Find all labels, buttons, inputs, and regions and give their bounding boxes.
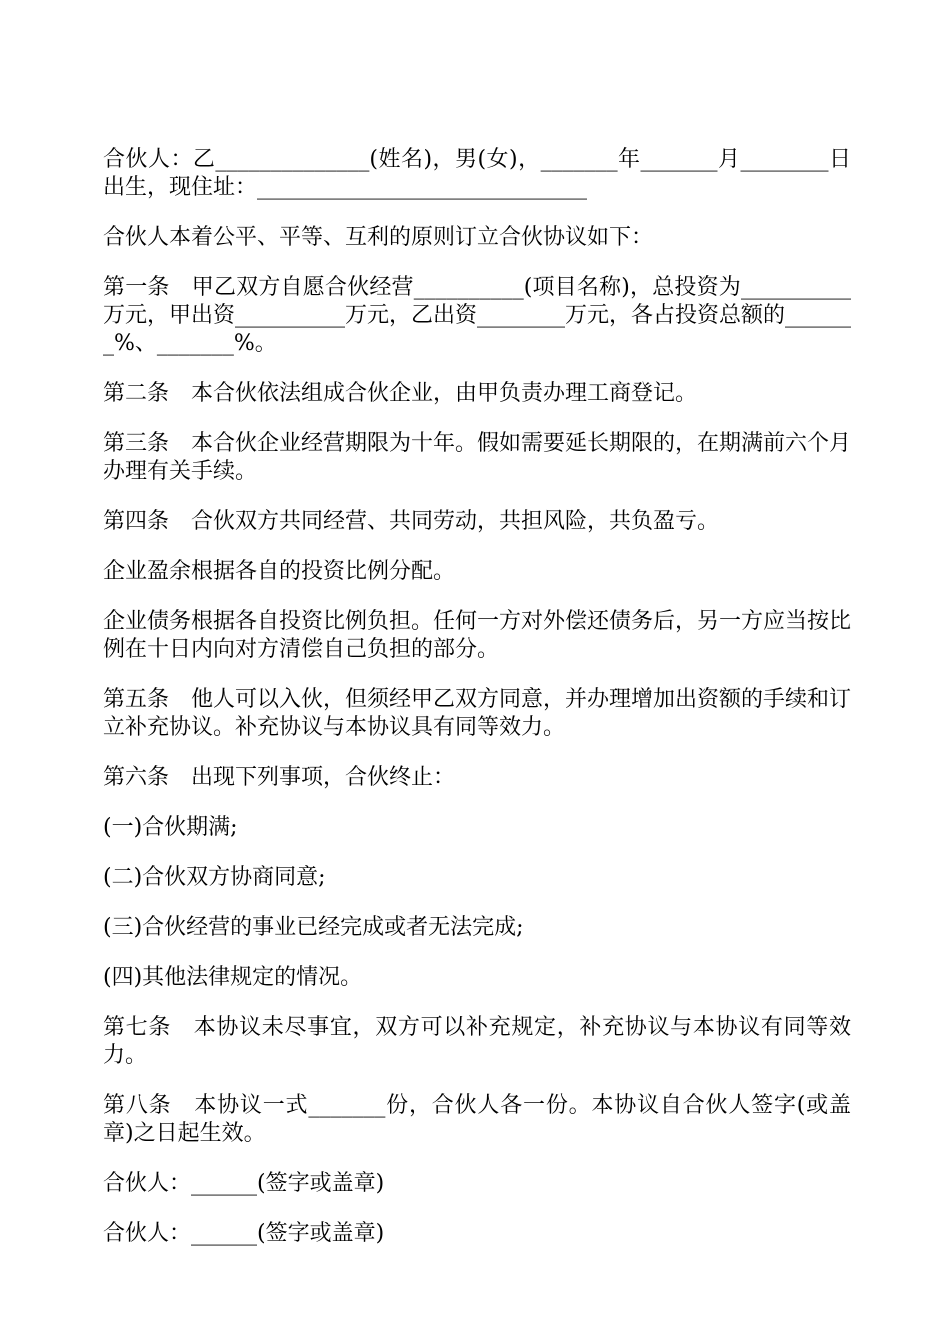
termination-item-1: (一)合伙期满; [103,815,238,840]
partner-b-info: 合伙人：乙______________(姓名)，男(女)，_______年_______月________日出生，现住址：______________________________ [103,147,851,200]
article-4: 第四条 合伙双方共同经营、共同劳动，共担风险，共负盈亏。 [103,509,720,534]
article-5: 第五条 他人可以入伙，但须经甲乙双方同意，并办理增加出资额的手续和订立补充协议。补充协议与本协议具有同等效力。 [103,687,852,740]
signature-line-1: 合伙人：______(签字或盖章) [103,1171,385,1196]
preamble: 合伙人本着公平、平等、互利的原则订立合伙协议如下： [103,225,654,250]
profit-distribution: 企业盈余根据各自的投资比例分配。 [103,559,456,584]
debt-allocation: 企业债务根据各自投资比例负担。任何一方对外偿还债务后，另一方应当按比例在十日内向对方清偿自己负担的部分。 [103,609,852,662]
article-6: 第六条 出现下列事项，合伙终止： [103,765,456,790]
termination-item-2: (二)合伙双方协商同意; [103,865,326,890]
article-8: 第八条 本协议一式_______份，合伙人各一份。本协议自合伙人签字(或盖章)之日起生效。 [103,1093,851,1146]
termination-item-4: (四)其他法律规定的情况。 [103,965,363,990]
article-3: 第三条 本合伙企业经营期限为十年。假如需要延长期限的，在期满前六个月办理有关手续。 [103,431,852,484]
article-2: 第二条 本合伙依法组成合伙企业，由甲负责办理工商登记。 [103,381,698,406]
document-body [103,146,851,1270]
article-7: 第七条 本协议未尽事宜，双方可以补充规定，补充协议与本协议有同等效力。 [103,1015,851,1068]
signature-line-2: 合伙人：______(签字或盖章) [103,1221,385,1246]
article-1: 第一条 甲乙双方自愿合伙经营__________(项目名称)，总投资为__________万元，甲出资__________万元，乙出资________万元，各占投资总额的_______%、_______%。 [103,275,852,356]
termination-item-3: (三)合伙经营的事业已经完成或者无法完成; [103,915,524,940]
